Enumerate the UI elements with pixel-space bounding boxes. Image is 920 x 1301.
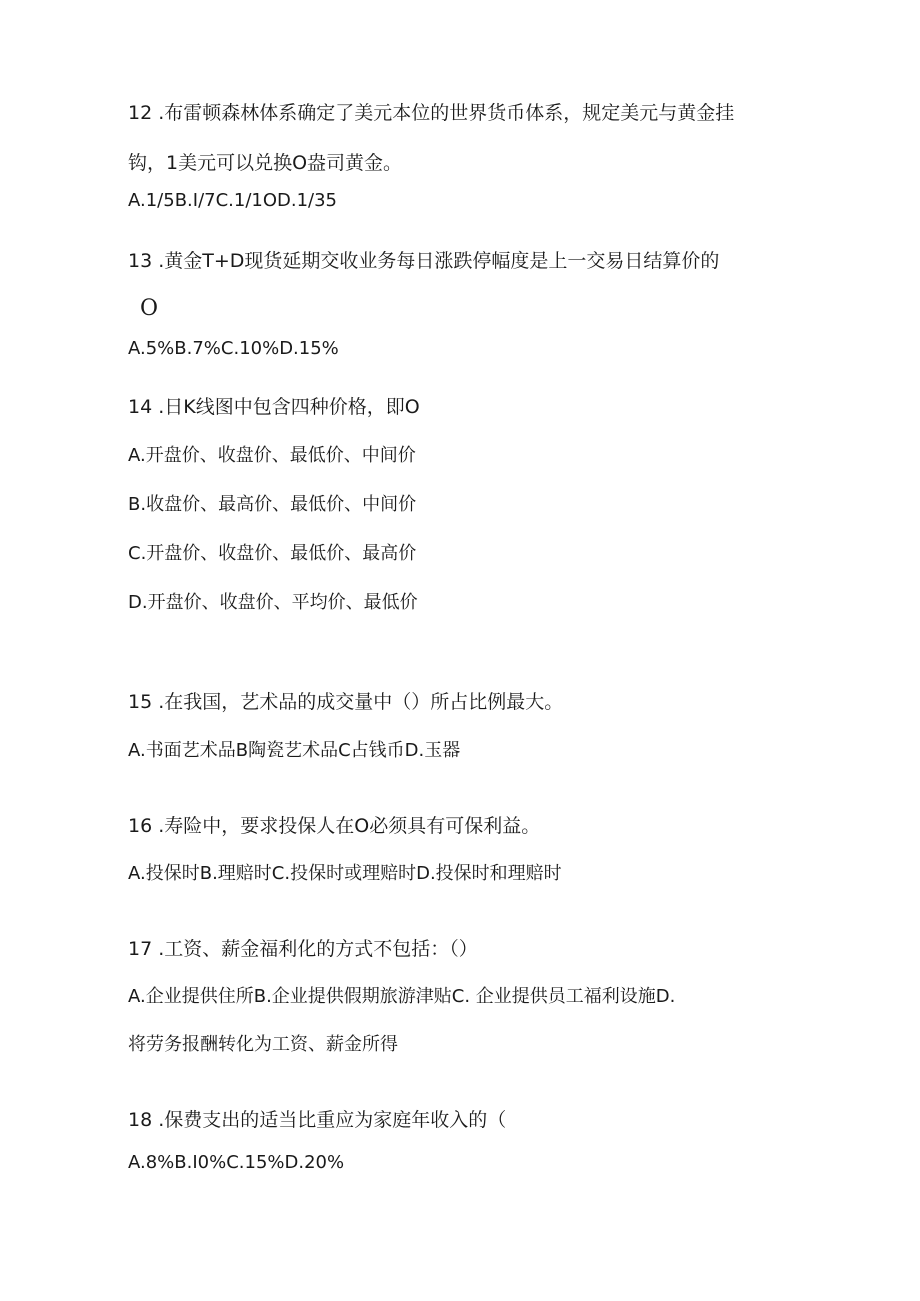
question-12-text-line-1: 12 .布雷顿森林体系确定了美元本位的世界货币体系，规定美元与黄金挂 [128, 102, 735, 124]
question-18-options: A.8%B.I0%C.15%D.20% [128, 1152, 345, 1173]
question-15-text: 15 .在我国，艺术品的成交量中（）所占比例最大。 [128, 691, 564, 713]
question-18-text: 18 .保费支出的适当比重应为家庭年收入的（ [128, 1109, 507, 1131]
question-12-options: A.1/5B.I/7C.1/1OD.1/35 [128, 190, 338, 211]
question-16-text: 16 .寿险中，要求投保人在O必须具有可保利益。 [128, 815, 541, 837]
question-15-options: A.书面艺术品B陶瓷艺术品C占钱币D.玉器 [128, 740, 461, 761]
question-17-text: 17 .工资、薪金福利化的方式不包括：（） [128, 938, 478, 960]
question-14-option-d: D.开盘价、收盘价、平均价、最低价 [128, 592, 418, 613]
question-13-text-line-1: 13 .黄金T+D现货延期交收业务每日涨跌停幅度是上一交易日结算价的 [128, 250, 720, 272]
question-17-options-line-1: A.企业提供住所B.企业提供假期旅游津贴C. 企业提供员工福利设施D. [128, 986, 676, 1007]
question-14-text: 14 .日K线图中包含四种价格，即O [128, 396, 420, 418]
question-13-options: A.5%B.7%C.10%D.15% [128, 338, 339, 359]
question-14-option-c: C.开盘价、收盘价、最低价、最高价 [128, 543, 417, 564]
question-14-option-b: B.收盘价、最高价、最低价、中间价 [128, 494, 417, 515]
question-16-options: A.投保时B.理赔时C.投保时或理赔时D.投保时和理赔时 [128, 863, 562, 884]
question-13-blank-mark: O [140, 296, 159, 321]
question-12-text-line-2: 钩，1美元可以兑换O盎司黄金。 [128, 152, 403, 174]
question-14-option-a: A.开盘价、收盘价、最低价、中间价 [128, 445, 416, 466]
question-17-options-line-2: 将劳务报酬转化为工资、薪金所得 [128, 1034, 398, 1055]
